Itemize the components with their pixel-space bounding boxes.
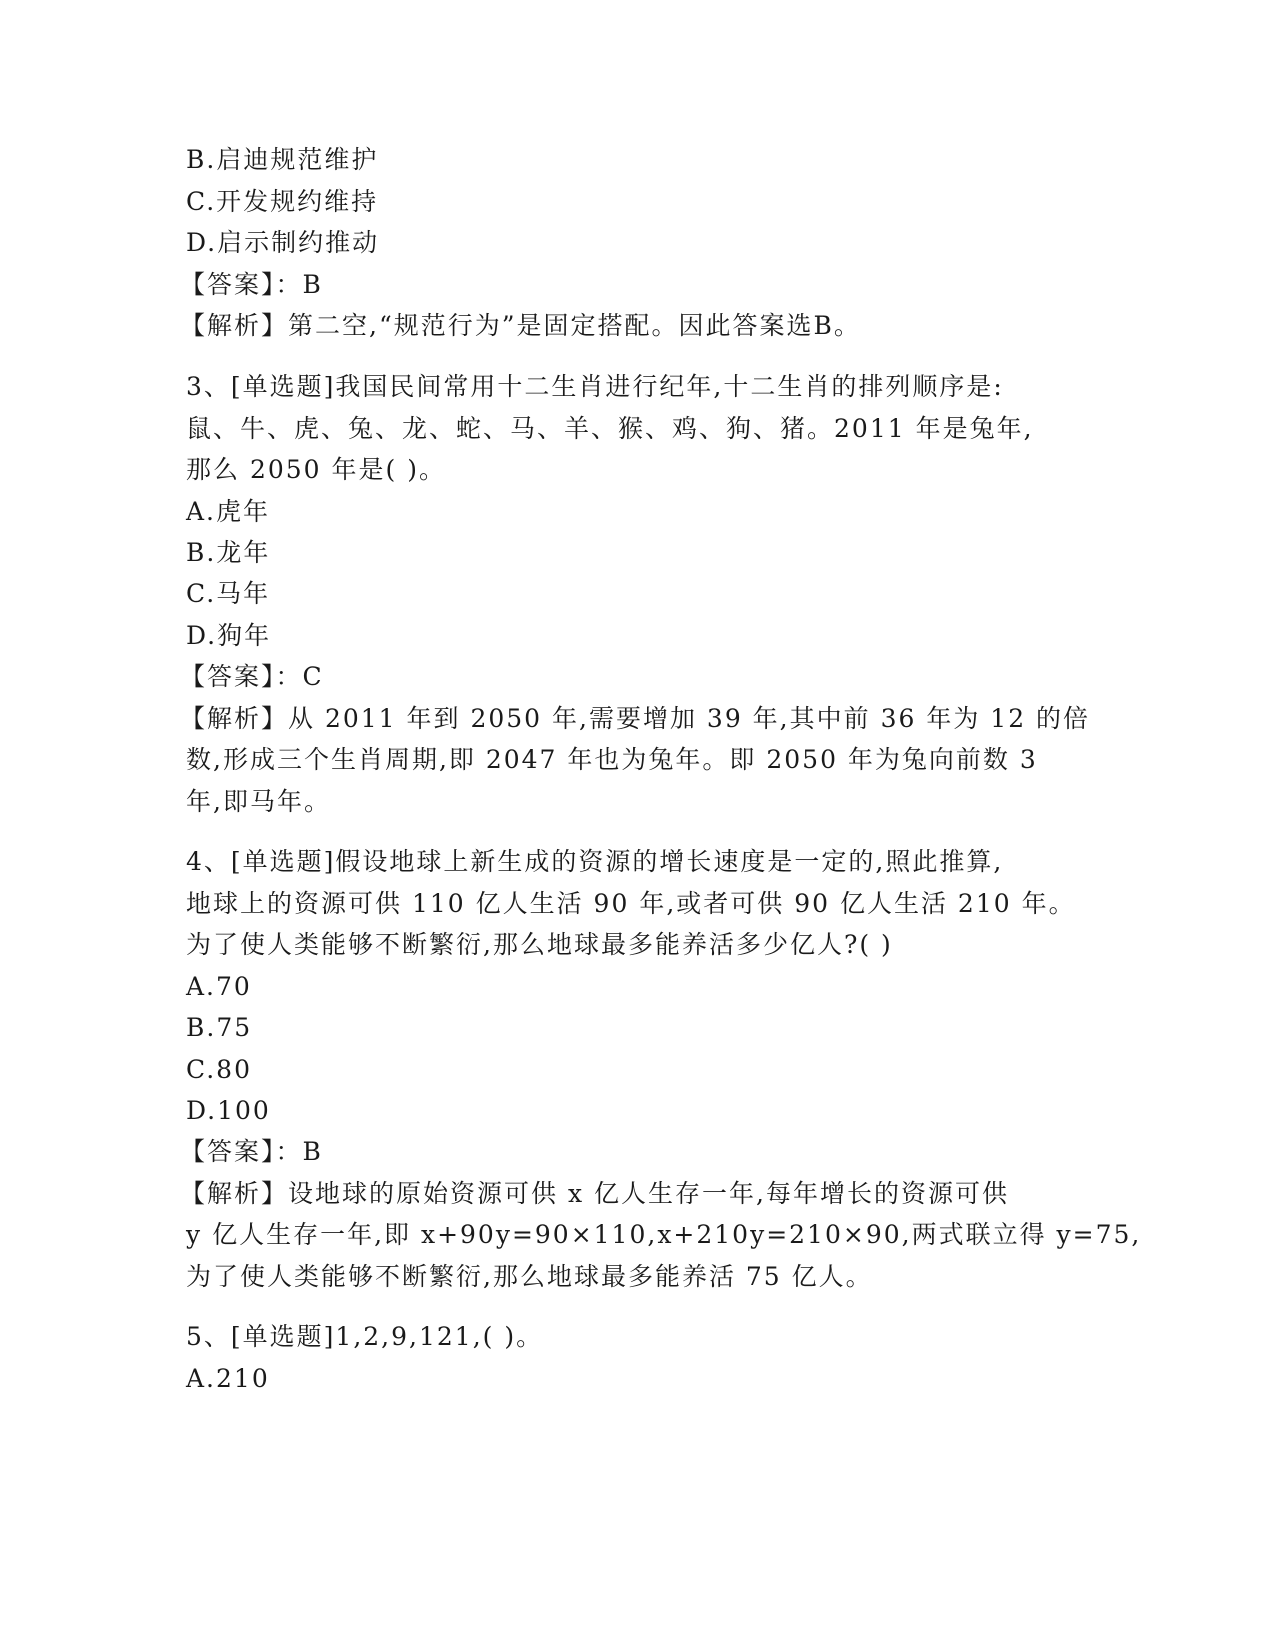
q4-analysis-line-1: 【解析】设地球的原始资源可供 x 亿人生存一年,每年增长的资源可供 xyxy=(180,1179,1009,1208)
q3-analysis-line-2: 数,形成三个生肖周期,即 2047 年也为兔年。即 2050 年为兔向前数 3 xyxy=(186,745,1038,774)
q3-analysis-line-1: 【解析】从 2011 年到 2050 年,需要增加 39 年,其中前 36 年为 12 的倍 xyxy=(180,704,1091,733)
q4-analysis-line-3: 为了使人类能够不断繁衍,那么地球最多能养活 75 亿人。 xyxy=(186,1262,873,1291)
q4-option-a: A.70 xyxy=(186,972,252,1001)
q2-option-d: D.启示制约推动 xyxy=(186,228,380,257)
q4-option-c: C.80 xyxy=(186,1055,252,1084)
q4-stem-line-2: 地球上的资源可供 110 亿人生活 90 年,或者可供 90 亿人生活 210 年。 xyxy=(186,889,1076,918)
q5-option-a: A.210 xyxy=(186,1364,270,1393)
q2-answer: 【答案】：B xyxy=(180,270,323,299)
q3-analysis-line-3: 年,即马年。 xyxy=(186,787,331,816)
q2-analysis: 【解析】第二空,“规范行为”是固定搭配。因此答案选B。 xyxy=(180,311,861,340)
q3-stem-line-2: 鼠、牛、虎、兔、龙、蛇、马、羊、猴、鸡、狗、猪。2011 年是兔年, xyxy=(186,414,1034,443)
q4-analysis-line-2: y 亿人生存一年,即 x+90y=90×110,x+210y=210×90,两式联立得 y=75, xyxy=(186,1220,1142,1249)
q2-option-c: C.开发规约维持 xyxy=(186,187,379,216)
q4-answer: 【答案】：B xyxy=(180,1137,323,1166)
q3-stem-line-3: 那么 2050 年是( )。 xyxy=(186,455,446,484)
q3-option-a: A.虎年 xyxy=(186,497,271,526)
q3-option-d: D.狗年 xyxy=(186,621,272,650)
q3-stem-line-1: 3、[单选题]我国民间常用十二生肖进行纪年,十二生肖的排列顺序是: xyxy=(186,372,1004,401)
q5-stem: 5、[单选题]1,2,9,121,( )。 xyxy=(186,1322,544,1351)
q3-answer: 【答案】：C xyxy=(180,662,324,691)
q4-stem-line-3: 为了使人类能够不断繁衍,那么地球最多能养活多少亿人?( ) xyxy=(186,930,893,959)
q4-stem-line-1: 4、[单选题]假设地球上新生成的资源的增长速度是一定的,照此推算, xyxy=(186,847,1004,876)
q2-option-b: B.启迪规范维护 xyxy=(186,145,379,174)
q3-option-b: B.龙年 xyxy=(186,538,271,567)
q4-option-b: B.75 xyxy=(186,1013,253,1042)
q3-option-c: C.马年 xyxy=(186,579,271,608)
q4-option-d: D.100 xyxy=(186,1096,271,1125)
